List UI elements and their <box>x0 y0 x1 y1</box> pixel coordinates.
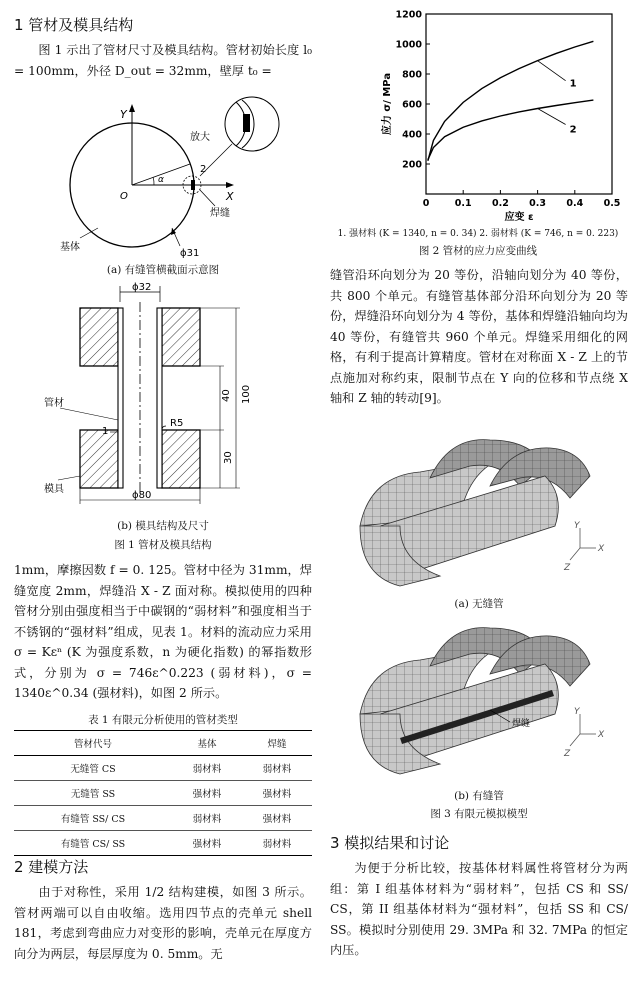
axis-z-label: Z <box>564 749 571 759</box>
table-header-cell: 焊缝 <box>242 731 312 756</box>
radius-r5-label: R5 <box>170 418 184 429</box>
left-paragraph-2: 1mm，摩擦因数 f = 0. 125。管材中径为 31mm，焊缝宽度 2mm，焊缝沿 X - Z 面对称。模拟使用的四种管材分别由强度相当于中碳钢的“弱材料”和强度相当于不锈钢的“强材料”组成，见表 1。材料的流动应力采用 σ = Kεⁿ (K 为强度系数，n 为硬化指数) 的幂指数形式，分别为 σ = 746ε^0.223 (弱材料)，σ = 1340ε^0.34 (强材料)，如图 2 所示。 <box>14 563 312 700</box>
table-cell: 无缝管 SS <box>14 781 172 806</box>
dim-40: 40 <box>221 389 232 402</box>
x-tick-label: 0.4 <box>566 198 584 209</box>
y-tick-label: 800 <box>402 69 422 81</box>
figure-1b-caption: (b) 模具结构及尺寸 <box>117 520 209 532</box>
table-row <box>14 756 312 781</box>
dim-phi32: ϕ32 <box>132 282 152 293</box>
figure-2-caption: 图 2 管材的应力应变曲线 <box>418 245 538 257</box>
alpha-label: α <box>158 175 164 185</box>
axis-x-label: X <box>226 190 234 203</box>
table-row <box>14 831 312 856</box>
section-3-paragraph: 为便于分析比较，按基体材料属性将管材分为两组：第 I 组基体材料为“弱材料”，包括 CS 和 SS/ CS，第 II 组基体材料为“强材料”，包括 SS 和 CS/ SS。模拟时分别使用 29. 3MPa 和 32. 7MPa 的恒定内压。 <box>330 861 628 957</box>
enlarge-label: 放大 <box>190 132 210 143</box>
figure-3a-seamless-mesh <box>340 436 630 592</box>
section-2-paragraph: 由于对称性，采用 1/2 结构建模，如图 3 所示。管材两端可以自由收缩。选用四节点的壳单元 shell 181，考虑到弯曲应力对变形的影响，壳单元在厚度方向分为两层，每层厚度为 0. 5mm。无 <box>14 885 312 961</box>
axis-x-label: X <box>598 730 605 740</box>
section-3-heading: 3 模拟结果和讨论 <box>330 834 450 852</box>
right-paragraph-1: 缝管沿环向划分为 20 等份，沿轴向划分为 40 等份，共 800 个单元。有缝管基体部分沿环向划分为 20 等份，焊缝沿环向划分为 4 等份，基体和焊缝沿轴向均为 40 等份，有缝管共 960 个单元。焊缝采用细化的网格，有利于提高计算精度。管材在对称面 X - Z 上的节点施加对称约束，限制节点在 Y 向的位移和节点绕 X 轴和 Z 轴的转动[9]。 <box>330 268 628 405</box>
chart-x-axis-label: 应变 ε <box>504 212 534 223</box>
die-label: 模具 <box>44 484 64 495</box>
table-cell: 强材料 <box>242 781 312 806</box>
table-1-title: 表 1 有限元分析使用的管材类型 <box>88 714 238 726</box>
y-tick-label: 600 <box>402 99 422 111</box>
x-tick-label: 0.5 <box>603 198 621 209</box>
axis-x-label: X <box>598 544 605 554</box>
number-2-label: 2 <box>200 164 207 175</box>
figure-2-stress-strain-chart <box>378 6 628 226</box>
table-header-cell: 管材代号 <box>14 731 172 756</box>
table-cell: 强材料 <box>172 781 242 806</box>
x-tick-label: 0.1 <box>454 198 472 209</box>
figure-1b-die-structure <box>40 280 300 512</box>
figure-3b-welded-mesh <box>340 618 630 784</box>
table-row <box>14 806 312 831</box>
series-line-2 <box>428 100 594 160</box>
series-label-2: 2 <box>569 124 577 136</box>
weld-label: 焊缝 <box>210 208 230 219</box>
dim-100: 100 <box>241 384 252 404</box>
section-1-heading: 1 管材及模具结构 <box>14 16 134 34</box>
figure-1a-cross-section <box>40 88 300 260</box>
y-tick-label: 1000 <box>395 39 422 51</box>
table-cell: 弱材料 <box>172 806 242 831</box>
origin-label: O <box>120 191 128 202</box>
table-cell: 弱材料 <box>172 756 242 781</box>
axis-z-label: Z <box>564 563 571 573</box>
table-cell: 弱材料 <box>242 756 312 781</box>
figure-1-caption: 图 1 管材及模具结构 <box>114 539 212 551</box>
section-1-paragraph: 图 1 示出了管材尺寸及模具结构。管材初始长度 l₀ = 100mm，外径 D_out = 32mm，壁厚 t₀ = <box>14 43 312 78</box>
table-cell: 弱材料 <box>242 831 312 856</box>
figure-3-caption: 图 3 有限元模拟模型 <box>430 808 528 820</box>
table-1 <box>14 730 312 856</box>
tube-label: 管材 <box>44 398 64 409</box>
axis-y-label: Y <box>120 108 127 121</box>
section-2-heading: 2 建模方法 <box>14 858 89 876</box>
figure-1a-caption: (a) 有缝管横截面示意图 <box>106 264 220 276</box>
dim-1: 1 <box>102 426 109 437</box>
axis-y-label: Y <box>574 707 580 717</box>
series-leader-2 <box>538 109 566 125</box>
x-tick-label: 0 <box>422 198 430 209</box>
dim-30: 30 <box>223 451 234 464</box>
table-cell: 有缝管 CS/ SS <box>14 831 172 856</box>
chart-series <box>428 41 594 161</box>
table-cell: 强材料 <box>172 831 242 856</box>
figure-3a-caption: (a) 无缝管 <box>454 598 504 610</box>
series-label-1: 1 <box>569 78 577 90</box>
y-tick-label: 200 <box>402 159 422 171</box>
table-row <box>14 781 312 806</box>
table-cell: 有缝管 SS/ CS <box>14 806 172 831</box>
diameter-31-label: ϕ31 <box>180 248 200 259</box>
figure-2-legend: 1. 强材料 (K = 1340, n = 0. 34) 2. 弱材料 (K = 746, n = 0. 223) <box>337 229 619 239</box>
series-line-1 <box>428 41 594 161</box>
x-tick-label: 0.2 <box>491 198 509 209</box>
x-tick-label: 0.3 <box>529 198 547 209</box>
base-label: 基体 <box>60 242 80 253</box>
weld-label: 焊缝 <box>512 719 531 729</box>
table-cell: 无缝管 CS <box>14 756 172 781</box>
chart-frame <box>426 14 612 194</box>
series-leader-1 <box>538 61 566 81</box>
y-tick-label: 1200 <box>395 9 422 21</box>
figure-3b-caption: (b) 有缝管 <box>454 790 504 802</box>
table-header-cell: 基体 <box>172 731 242 756</box>
y-tick-label: 400 <box>402 129 422 141</box>
dim-phi80: ϕ80 <box>132 490 152 501</box>
chart-axes <box>396 10 621 210</box>
table-cell: 强材料 <box>242 806 312 831</box>
axis-y-label: Y <box>574 521 580 531</box>
chart-y-axis-label: 应力 σ/ MPa <box>382 72 393 136</box>
